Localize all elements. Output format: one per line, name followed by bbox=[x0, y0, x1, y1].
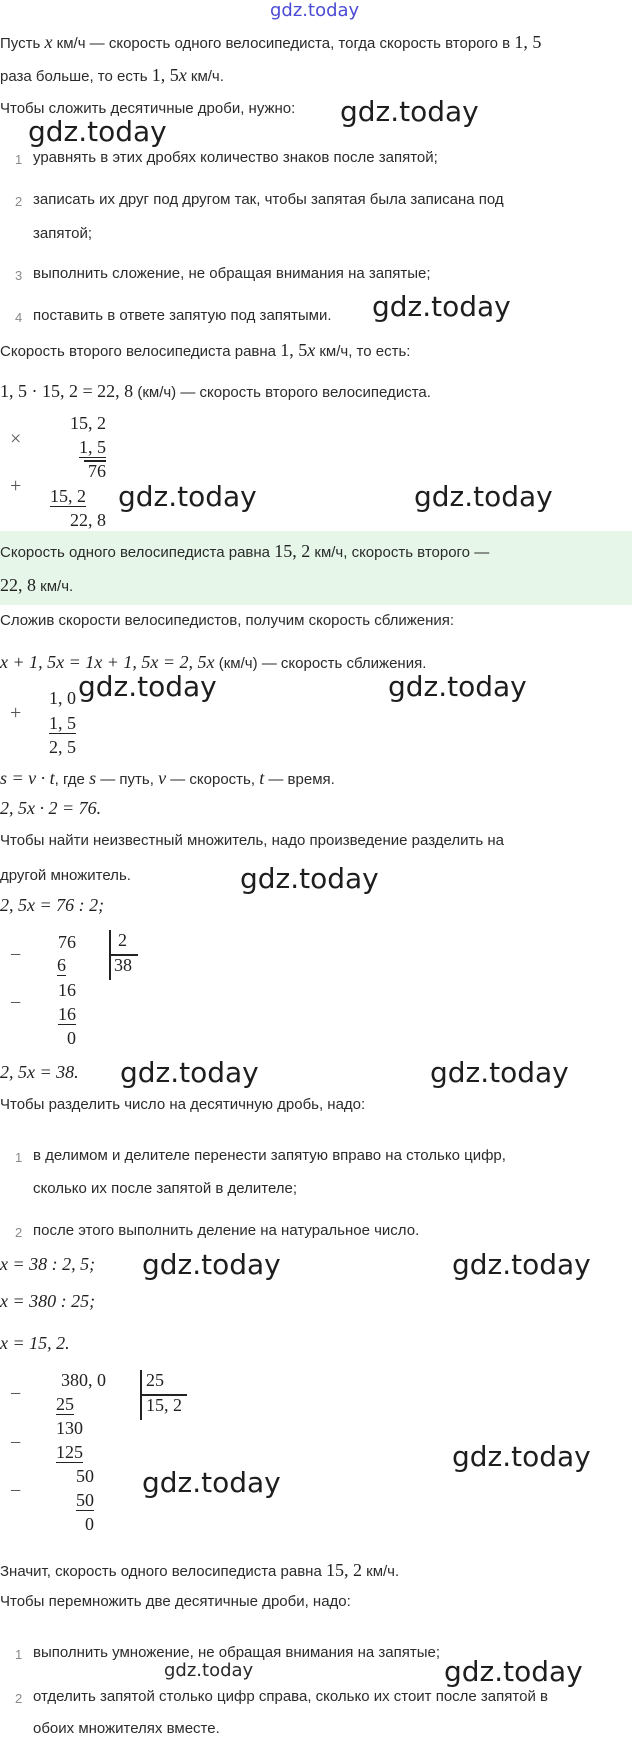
list-item: выполнить умножение, не обращая внимания на запятые; bbox=[33, 1644, 441, 1661]
watermark: gdz.today bbox=[142, 1248, 281, 1281]
minus-sign: − bbox=[10, 1432, 22, 1454]
equation: 2, 5x = 76 : 2; bbox=[0, 895, 105, 915]
calc-line: 130 bbox=[56, 1418, 83, 1438]
minus-sign: − bbox=[10, 1480, 22, 1502]
calc-line: 0 bbox=[85, 1514, 94, 1534]
text-line: 1, 5 · 15, 2 = 22, 8 (км/ч) — скорость второго велосипедиста. bbox=[0, 381, 431, 401]
list-number: 2 bbox=[15, 1225, 23, 1240]
list-number: 1 bbox=[15, 1647, 23, 1662]
equation: x = 38 : 2, 5; bbox=[0, 1254, 96, 1274]
list-number: 1 bbox=[15, 1150, 23, 1165]
watermark: gdz.today bbox=[78, 670, 217, 703]
plus-sign: + bbox=[10, 702, 22, 724]
minus-sign: − bbox=[10, 1383, 22, 1405]
list-item: обоих множителях вместе. bbox=[33, 1720, 220, 1737]
text-line: другой множитель. bbox=[0, 867, 131, 884]
quotient: 15, 2 bbox=[146, 1395, 182, 1415]
watermark: gdz.today bbox=[430, 1056, 569, 1089]
list-item: уравнять в этих дробях количество знаков после запятой; bbox=[33, 149, 438, 166]
watermark: gdz.today bbox=[388, 670, 527, 703]
text-line: 22, 8 км/ч. bbox=[0, 575, 74, 595]
quotient: 38 bbox=[114, 955, 132, 975]
watermark: gdz.today bbox=[120, 1056, 259, 1089]
list-item: отделить запятой столько цифр справа, сколько их стоит после запятой в bbox=[33, 1688, 548, 1705]
list-number: 1 bbox=[15, 152, 23, 167]
calc-line: 1, 0 bbox=[49, 688, 76, 708]
minus-sign: − bbox=[10, 992, 22, 1014]
watermark-small: gdz.today bbox=[164, 1660, 254, 1681]
calc-line: 1, 5 bbox=[49, 713, 76, 733]
list-number: 4 bbox=[15, 310, 23, 325]
calc-line: 25 bbox=[56, 1394, 74, 1414]
watermark: gdz.today bbox=[452, 1440, 591, 1473]
text-line: Чтобы разделить число на десятичную дробь, надо: bbox=[0, 1096, 366, 1113]
equation: 2, 5x · 2 = 76. bbox=[0, 798, 102, 818]
text-line: раза больше, то есть 1, 5x км/ч. bbox=[0, 65, 224, 85]
watermark: gdz.today bbox=[340, 95, 479, 128]
list-number: 2 bbox=[15, 194, 23, 209]
text-line: Сложив скорости велосипедистов, получим скорость сближения: bbox=[0, 612, 455, 629]
list-item: запятой; bbox=[33, 225, 93, 242]
list-item: после этого выполнить деление на натуральное число. bbox=[33, 1222, 420, 1239]
calc-line: 76 bbox=[58, 932, 76, 952]
calc-line: 22, 8 bbox=[70, 510, 106, 530]
text-line: s = v · t, где s — путь, v — скорость, t — время. bbox=[0, 768, 335, 788]
calc-line: 16 bbox=[58, 980, 76, 1000]
watermark: gdz.today bbox=[28, 115, 167, 148]
watermark: gdz.today bbox=[118, 480, 257, 513]
calc-line: 2, 5 bbox=[49, 737, 76, 757]
calc-line: 50 bbox=[76, 1466, 94, 1486]
text-line: x + 1, 5x = 1x + 1, 5x = 2, 5x (км/ч) — скорость сближения. bbox=[0, 652, 427, 672]
calc-line: 76 bbox=[88, 461, 106, 481]
watermark: gdz.today bbox=[372, 290, 511, 323]
list-item: поставить в ответе запятую под запятыми. bbox=[33, 307, 332, 324]
calc-line: 15, 2 bbox=[70, 413, 106, 433]
watermark: gdz.today bbox=[452, 1248, 591, 1281]
list-item: выполнить сложение, не обращая внимания на запятые; bbox=[33, 265, 431, 282]
text-line: Пусть x км/ч — скорость одного велосипедиста, тогда скорость второго в 1, 5 bbox=[0, 32, 542, 52]
text-line: Значит, скорость одного велосипедиста равна 15, 2 км/ч. bbox=[0, 1560, 400, 1580]
equation: x = 380 : 25; bbox=[0, 1291, 96, 1311]
calc-rule bbox=[84, 460, 106, 462]
text-line: Скорость второго велосипедиста равна 1, 5x км/ч, то есть: bbox=[0, 340, 411, 360]
calc-line: 15, 2 bbox=[50, 486, 86, 506]
multiply-sign: × bbox=[10, 428, 22, 450]
watermark: gdz.today bbox=[142, 1466, 281, 1499]
text-line: Чтобы сложить десятичные дроби, нужно: bbox=[0, 100, 296, 117]
calc-line: 16 bbox=[58, 1004, 76, 1024]
calc-line: 125 bbox=[56, 1442, 83, 1462]
watermark: gdz.today bbox=[444, 1655, 583, 1688]
calc-line: 6 bbox=[57, 955, 66, 975]
plus-sign: + bbox=[10, 475, 22, 497]
text-line: Чтобы найти неизвестный множитель, надо произведение разделить на bbox=[0, 832, 504, 849]
text-line: Чтобы перемножить две десятичные дроби, надо: bbox=[0, 1593, 351, 1610]
watermark: gdz.today bbox=[240, 862, 379, 895]
watermark-top: gdz.today bbox=[270, 0, 360, 21]
list-item: сколько их после запятой в делителе; bbox=[33, 1180, 298, 1197]
list-number: 2 bbox=[15, 1691, 23, 1706]
list-number: 3 bbox=[15, 268, 23, 283]
equation: 2, 5x = 38. bbox=[0, 1062, 79, 1082]
calc-line: 50 bbox=[76, 1490, 94, 1510]
calc-line: 380, 0 bbox=[61, 1370, 106, 1390]
text-line: Скорость одного велосипедиста равна 15, 2 км/ч, скорость второго — bbox=[0, 541, 490, 561]
divisor: 25 bbox=[146, 1370, 164, 1390]
calc-line: 0 bbox=[67, 1028, 76, 1048]
list-item: записать их друг под другом так, чтобы запятая была записана под bbox=[33, 191, 504, 208]
divisor: 2 bbox=[118, 930, 127, 950]
watermark: gdz.today bbox=[414, 480, 553, 513]
calc-line: 1, 5 bbox=[79, 437, 106, 457]
equation: x = 15, 2. bbox=[0, 1333, 70, 1353]
minus-sign: − bbox=[10, 944, 22, 966]
list-item: в делимом и делителе перенести запятую вправо на столько цифр, bbox=[33, 1147, 506, 1164]
